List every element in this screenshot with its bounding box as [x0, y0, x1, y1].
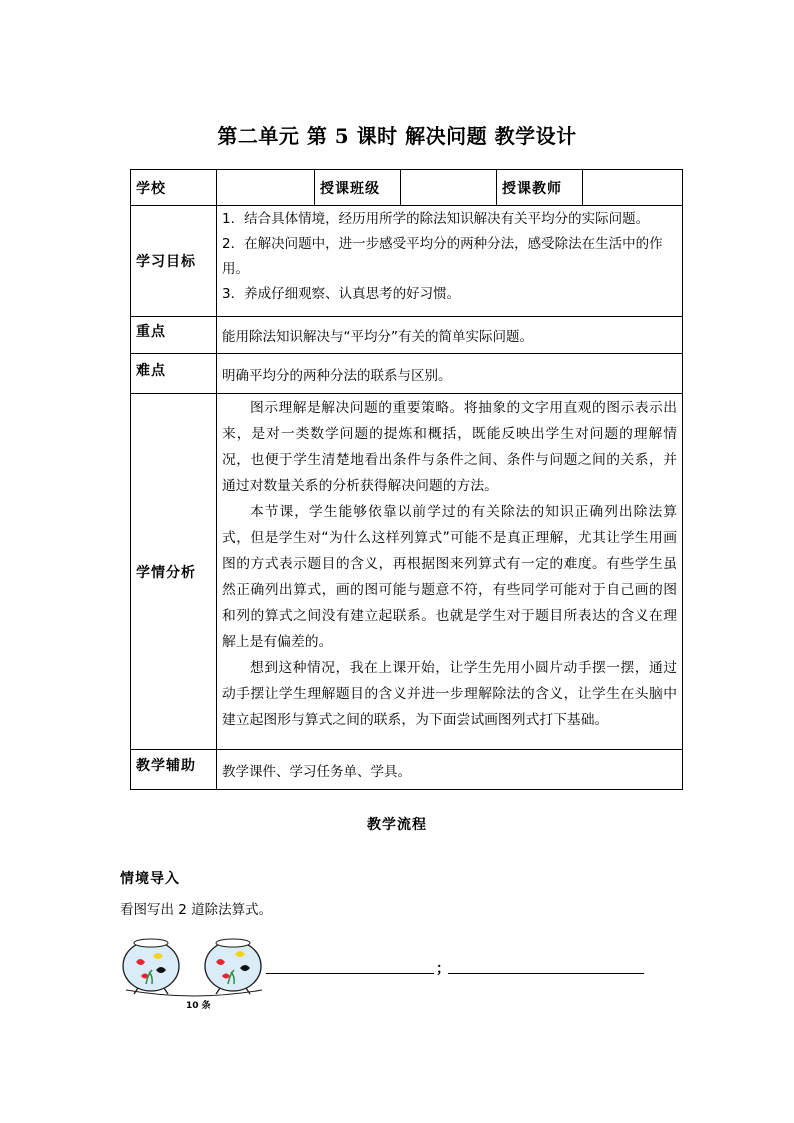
difficulty-row	[131, 354, 683, 394]
difficulty-label: 难点	[131, 354, 217, 394]
analysis-paragraph: 本节课，学生能够依靠以前学过的有关除法的知识正确列出除法算式，但是学生对“为什么这样列算式”可能不是真正理解，尤其让学生用画图的方式表示题目的含义，再根据图来列算式有一定的难度。有些学生虽然正确列出算式，画的图可能与题意不符，有些同学可能对于自己画的图和列的算式之间没有建立起联系。也就是学生对于题目所表达的含义在理解上是有偏差的。	[222, 504, 677, 650]
section-title: 情境导入	[120, 871, 180, 887]
key-point-text: 能用除法知识解决与“平均分”有关的简单实际问题。	[217, 317, 683, 354]
school-value	[217, 170, 315, 206]
flow-title: 教学流程	[367, 817, 427, 833]
objective-item: 2．在解决问题中，进一步感受平均分的两种分法，感受除法在生活中的作用。	[222, 236, 663, 277]
key-point-label: 重点	[131, 317, 217, 354]
class-label: 授课班级	[315, 170, 401, 206]
key-point-row	[131, 317, 683, 354]
teacher-label: 授课教师	[497, 170, 583, 206]
header-row	[131, 170, 683, 206]
analysis-row	[131, 394, 683, 750]
difficulty-text: 明确平均分的两种分法的联系与区别。	[217, 354, 683, 394]
school-label: 学校	[131, 170, 217, 206]
teacher-value	[583, 170, 683, 206]
page-title: 第二单元 第 5 课时 解决问题 教学设计	[217, 124, 577, 148]
aids-text: 教学课件、学习任务单、学具。	[217, 750, 683, 790]
objective-item: 1．结合具体情境，经历用所学的除法知识解决有关平均分的实际问题。	[222, 211, 650, 227]
lesson-plan-table	[130, 169, 683, 790]
aids-label: 教学辅助	[131, 750, 217, 790]
analysis-paragraph: 图示理解是解决问题的重要策略。将抽象的文字用直观的图示表示出来，是对一类数学问题的提炼和概括，既能反映出学生对问题的理解情况，也便于学生清楚地看出条件与条件之间、条件与问题之间的关系，并通过对数量关系的分析获得解决问题的方法。	[222, 400, 677, 494]
answer-blank-2[interactable]	[448, 973, 644, 974]
analysis-paragraph: 想到这种情况，我在上课开始，让学生先用小圆片动手摆一摆，通过动手摆让学生理解题目的含义并进一步理解除法的含义，让学生在头脑中建立起图形与算式之间的联系，为下面尝试画图列式打下基础。	[222, 660, 677, 728]
class-value	[401, 170, 497, 206]
answer-blank-1[interactable]	[266, 973, 434, 974]
fishbowl-right-icon	[205, 939, 261, 994]
fishbowls-figure	[116, 932, 276, 1012]
analysis-label: 学情分析	[131, 394, 217, 750]
objective-item: 3．养成仔细观察、认真思考的好习惯。	[222, 286, 461, 302]
figure-label: 10 条	[186, 1001, 211, 1011]
objectives-row	[131, 206, 683, 317]
task-text: 看图写出 2 道除法算式。	[120, 902, 273, 918]
objectives-label: 学习目标	[131, 206, 217, 317]
answer-separator: ；	[436, 961, 450, 977]
fishbowl-left-icon	[123, 939, 179, 994]
aids-row	[131, 750, 683, 790]
